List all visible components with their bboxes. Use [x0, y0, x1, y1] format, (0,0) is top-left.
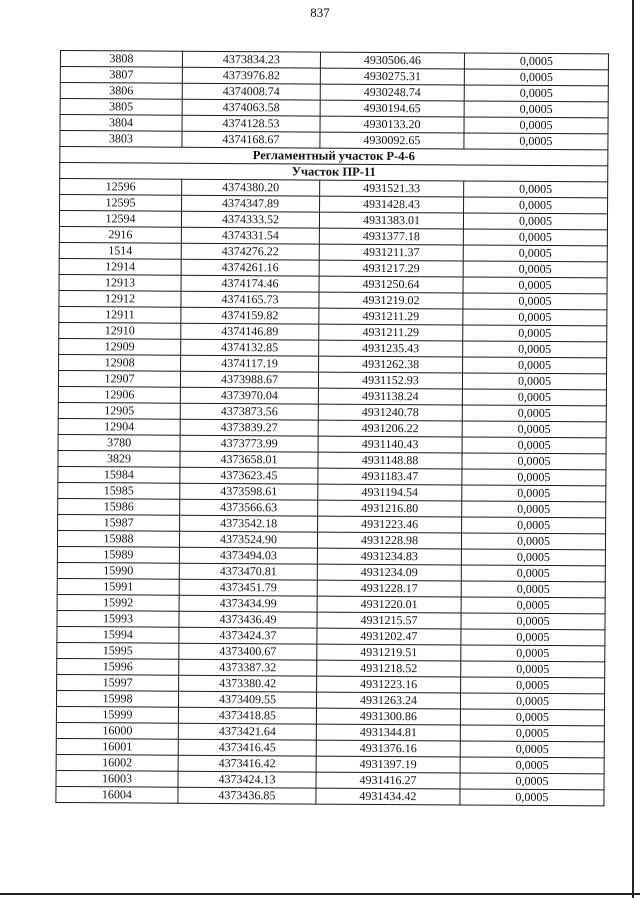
page-border-bottom	[0, 893, 640, 895]
section-heading: Участок ПР-11	[60, 163, 608, 182]
x-coordinate-cell: 4374128.53	[182, 115, 320, 132]
error-cell: 0,0005	[461, 661, 605, 678]
x-coordinate-cell: 4373380.42	[179, 675, 317, 692]
error-cell: 0,0005	[464, 53, 608, 70]
y-coordinate-cell: 4931250.64	[319, 276, 463, 293]
y-coordinate-cell: 4931220.01	[317, 596, 461, 613]
section-heading: Регламентный участок Р-4-6	[60, 147, 608, 166]
x-coordinate-cell: 4374132.85	[181, 339, 319, 356]
point-number-cell: 15984	[58, 466, 180, 483]
point-number-cell: 12905	[58, 402, 180, 419]
x-coordinate-cell: 4374159.82	[181, 307, 319, 324]
error-cell: 0,0005	[462, 517, 606, 534]
x-coordinate-cell: 4373436.49	[179, 611, 317, 628]
y-coordinate-cell: 4931216.80	[318, 500, 462, 517]
error-cell: 0,0005	[460, 741, 604, 758]
point-number-cell: 15985	[58, 482, 180, 499]
point-number-cell: 16001	[56, 738, 178, 755]
error-cell: 0,0005	[464, 117, 608, 134]
error-cell: 0,0005	[461, 533, 605, 550]
error-cell: 0,0005	[463, 261, 607, 278]
y-coordinate-cell: 4931240.78	[318, 404, 462, 421]
point-number-cell: 15991	[57, 578, 179, 595]
y-coordinate-cell: 4931223.16	[317, 676, 461, 693]
point-number-cell: 15999	[56, 706, 178, 723]
y-coordinate-cell: 4930248.74	[320, 84, 464, 101]
x-coordinate-cell: 4374146.89	[181, 323, 319, 340]
point-number-cell: 12909	[59, 338, 181, 355]
x-coordinate-cell: 4373873.56	[180, 403, 318, 420]
coordinates-table	[55, 50, 609, 806]
error-cell: 0,0005	[463, 293, 607, 310]
point-number-cell: 15993	[57, 610, 179, 627]
y-coordinate-cell: 4931521.33	[320, 180, 464, 197]
point-number-cell: 12595	[60, 195, 182, 212]
x-coordinate-cell: 4373451.79	[179, 579, 317, 596]
error-cell: 0,0005	[461, 645, 605, 662]
table-row	[56, 786, 604, 805]
point-number-cell: 12912	[59, 290, 181, 307]
error-cell: 0,0005	[462, 373, 606, 390]
error-cell: 0,0005	[463, 213, 607, 230]
error-cell: 0,0005	[461, 549, 605, 566]
y-coordinate-cell: 4931183.47	[318, 468, 462, 485]
point-number-cell: 1514	[59, 242, 181, 259]
y-coordinate-cell: 4931223.46	[318, 516, 462, 533]
point-number-cell: 15987	[58, 514, 180, 531]
point-number-cell: 15998	[56, 690, 178, 707]
x-coordinate-cell: 4373416.42	[178, 755, 316, 772]
y-coordinate-cell: 4931428.43	[320, 196, 464, 213]
x-coordinate-cell: 4374174.46	[181, 275, 319, 292]
point-number-cell: 3808	[60, 51, 182, 68]
point-number-cell: 3804	[60, 115, 182, 132]
y-coordinate-cell: 4931138.24	[318, 388, 462, 405]
point-number-cell: 3780	[58, 434, 180, 451]
error-cell: 0,0005	[464, 197, 608, 214]
x-coordinate-cell: 4374063.58	[182, 99, 320, 116]
error-cell: 0,0005	[464, 69, 608, 86]
y-coordinate-cell: 4931416.27	[316, 772, 460, 789]
y-coordinate-cell: 4931219.02	[319, 292, 463, 309]
point-number-cell: 15988	[57, 530, 179, 547]
point-number-cell: 2916	[59, 226, 181, 243]
point-number-cell: 12904	[58, 418, 180, 435]
point-number-cell: 3829	[58, 450, 180, 467]
point-number-cell: 12911	[59, 306, 181, 323]
y-coordinate-cell: 4931344.81	[316, 724, 460, 741]
y-coordinate-cell: 4931140.43	[318, 436, 462, 453]
y-coordinate-cell: 4931202.47	[317, 628, 461, 645]
x-coordinate-cell: 4374333.52	[181, 211, 319, 228]
x-coordinate-cell: 4374347.89	[182, 195, 320, 212]
y-coordinate-cell: 4931235.43	[319, 340, 463, 357]
point-number-cell: 15996	[57, 658, 179, 675]
error-cell: 0,0005	[460, 693, 604, 710]
y-coordinate-cell: 4930092.65	[320, 132, 464, 149]
point-number-cell: 16002	[56, 754, 178, 771]
error-cell: 0,0005	[463, 245, 607, 262]
point-number-cell: 3806	[60, 83, 182, 100]
point-number-cell: 15986	[58, 498, 180, 515]
error-cell: 0,0005	[461, 565, 605, 582]
point-number-cell: 15994	[57, 626, 179, 643]
y-coordinate-cell: 4931376.16	[316, 740, 460, 757]
x-coordinate-cell: 4373421.64	[178, 723, 316, 740]
y-coordinate-cell: 4931211.29	[319, 324, 463, 341]
error-cell: 0,0005	[462, 485, 606, 502]
error-cell: 0,0005	[461, 581, 605, 598]
y-coordinate-cell: 4931211.37	[319, 244, 463, 261]
point-number-cell: 15995	[57, 642, 179, 659]
page-border-right	[632, 0, 634, 898]
error-cell: 0,0005	[462, 437, 606, 454]
x-coordinate-cell: 4373976.82	[182, 67, 320, 84]
error-cell: 0,0005	[462, 405, 606, 422]
error-cell: 0,0005	[461, 613, 605, 630]
point-number-cell: 16000	[56, 722, 178, 739]
error-cell: 0,0005	[463, 325, 607, 342]
point-number-cell: 12908	[59, 354, 181, 371]
page-number: 837	[310, 5, 330, 20]
point-number-cell: 3807	[60, 67, 182, 84]
x-coordinate-cell: 4373400.67	[179, 643, 317, 660]
x-coordinate-cell: 4373524.90	[179, 531, 317, 548]
point-number-cell: 3803	[60, 131, 182, 148]
x-coordinate-cell: 4374331.54	[181, 227, 319, 244]
x-coordinate-cell: 4373598.61	[180, 483, 318, 500]
y-coordinate-cell: 4931148.88	[318, 452, 462, 469]
error-cell: 0,0005	[460, 725, 604, 742]
point-number-cell: 16003	[56, 770, 178, 787]
x-coordinate-cell: 4373988.67	[180, 371, 318, 388]
point-number-cell: 3805	[60, 99, 182, 116]
error-cell: 0,0005	[460, 773, 604, 790]
y-coordinate-cell: 4931228.17	[317, 580, 461, 597]
error-cell: 0,0005	[463, 309, 607, 326]
x-coordinate-cell: 4373470.81	[179, 563, 317, 580]
error-cell: 0,0005	[461, 629, 605, 646]
y-coordinate-cell: 4931228.98	[317, 532, 461, 549]
error-cell: 0,0005	[461, 677, 605, 694]
x-coordinate-cell: 4373623.45	[180, 467, 318, 484]
error-cell: 0,0005	[460, 709, 604, 726]
x-coordinate-cell: 4373387.32	[179, 659, 317, 676]
y-coordinate-cell: 4931397.19	[316, 756, 460, 773]
x-coordinate-cell: 4373418.85	[178, 707, 316, 724]
point-number-cell: 12906	[58, 386, 180, 403]
y-coordinate-cell: 4931211.29	[319, 308, 463, 325]
coordinates-table-wrapper	[55, 50, 608, 806]
error-cell: 0,0005	[464, 101, 608, 118]
x-coordinate-cell: 4373970.04	[180, 387, 318, 404]
x-coordinate-cell: 4374165.73	[181, 291, 319, 308]
error-cell: 0,0005	[462, 421, 606, 438]
x-coordinate-cell: 4373834.23	[182, 51, 320, 68]
point-number-cell: 12913	[59, 274, 181, 291]
point-number-cell: 12910	[59, 322, 181, 339]
x-coordinate-cell: 4374276.22	[181, 243, 319, 260]
y-coordinate-cell: 4931219.51	[317, 644, 461, 661]
error-cell: 0,0005	[464, 85, 608, 102]
x-coordinate-cell: 4373542.18	[180, 515, 318, 532]
point-number-cell: 12596	[60, 179, 182, 196]
error-cell: 0,0005	[463, 341, 607, 358]
x-coordinate-cell: 4373416.45	[178, 739, 316, 756]
x-coordinate-cell: 4373436.85	[178, 787, 316, 804]
x-coordinate-cell: 4373424.37	[179, 627, 317, 644]
error-cell: 0,0005	[460, 789, 604, 806]
y-coordinate-cell: 4931215.57	[317, 612, 461, 629]
x-coordinate-cell: 4373566.63	[180, 499, 318, 516]
point-number-cell: 16004	[56, 786, 178, 803]
y-coordinate-cell: 4931217.29	[319, 260, 463, 277]
y-coordinate-cell: 4931194.54	[318, 484, 462, 501]
error-cell: 0,0005	[462, 469, 606, 486]
point-number-cell: 12907	[58, 370, 180, 387]
y-coordinate-cell: 4931262.38	[319, 356, 463, 373]
point-number-cell: 12914	[59, 258, 181, 275]
point-number-cell: 12594	[59, 211, 181, 228]
error-cell: 0,0005	[461, 597, 605, 614]
point-number-cell: 15997	[57, 674, 179, 691]
x-coordinate-cell: 4373658.01	[180, 451, 318, 468]
coordinates-table-body	[56, 51, 609, 806]
x-coordinate-cell: 4373494.03	[179, 547, 317, 564]
error-cell: 0,0005	[462, 389, 606, 406]
y-coordinate-cell: 4931152.93	[318, 372, 462, 389]
x-coordinate-cell: 4373773.99	[180, 435, 318, 452]
error-cell: 0,0005	[464, 181, 608, 198]
error-cell: 0,0005	[462, 453, 606, 470]
point-number-cell: 15989	[57, 546, 179, 563]
y-coordinate-cell: 4930275.31	[320, 68, 464, 85]
x-coordinate-cell: 4374380.20	[182, 179, 320, 196]
x-coordinate-cell: 4373839.27	[180, 419, 318, 436]
error-cell: 0,0005	[463, 357, 607, 374]
y-coordinate-cell: 4931383.01	[319, 212, 463, 229]
y-coordinate-cell: 4931218.52	[317, 660, 461, 677]
y-coordinate-cell: 4931234.83	[317, 548, 461, 565]
x-coordinate-cell: 4373424.13	[178, 771, 316, 788]
error-cell: 0,0005	[462, 501, 606, 518]
x-coordinate-cell: 4373434.99	[179, 595, 317, 612]
point-number-cell: 15990	[57, 562, 179, 579]
y-coordinate-cell: 4931206.22	[318, 420, 462, 437]
y-coordinate-cell: 4930506.46	[320, 52, 464, 69]
error-cell: 0,0005	[463, 277, 607, 294]
x-coordinate-cell: 4374008.74	[182, 83, 320, 100]
y-coordinate-cell: 4931263.24	[316, 692, 460, 709]
point-number-cell: 15992	[57, 594, 179, 611]
y-coordinate-cell: 4931234.09	[317, 564, 461, 581]
y-coordinate-cell: 4931300.86	[316, 708, 460, 725]
error-cell: 0,0005	[464, 133, 608, 150]
x-coordinate-cell: 4374117.19	[181, 355, 319, 372]
error-cell: 0,0005	[463, 229, 607, 246]
x-coordinate-cell: 4374261.16	[181, 259, 319, 276]
x-coordinate-cell: 4373409.55	[178, 691, 316, 708]
y-coordinate-cell: 4931377.18	[319, 228, 463, 245]
y-coordinate-cell: 4930133.20	[320, 116, 464, 133]
x-coordinate-cell: 4374168.67	[182, 131, 320, 148]
error-cell: 0,0005	[460, 757, 604, 774]
y-coordinate-cell: 4930194.65	[320, 100, 464, 117]
y-coordinate-cell: 4931434.42	[316, 788, 460, 805]
